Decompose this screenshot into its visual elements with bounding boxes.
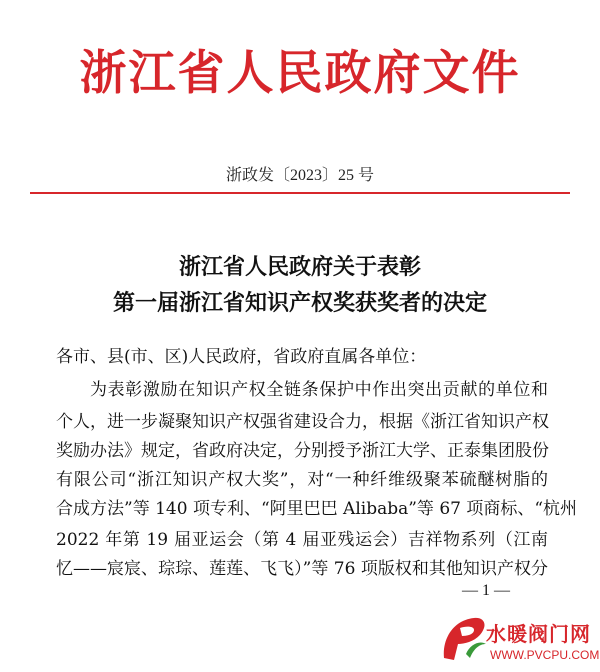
document-title-line-1: 浙江省人民政府关于表彰 xyxy=(178,254,421,280)
watermark-logo-icon xyxy=(440,614,488,666)
watermark-url: WWW.PVCPU.COM xyxy=(490,648,600,662)
body-line: 合成方法”等 140 项专利、“阿里巴巴 Alibaba”等 67 项商标、“杭州 xyxy=(56,499,578,519)
document-header: 浙江省人民政府文件 xyxy=(79,46,521,101)
body-line: 为表彰激励在知识产权全链条保护中作出突出贡献的单位和 xyxy=(90,380,548,400)
document-title-line-2: 第一届浙江省知识产权奖获奖者的决定 xyxy=(112,290,487,316)
page-number: — 1 — xyxy=(462,582,510,599)
body-line: 2022 年第 19 届亚运会（第 4 届亚残运会）吉祥物系列（江南 xyxy=(56,530,548,550)
site-watermark xyxy=(440,612,600,672)
body-line: 忆——宸宸、琮琮、莲莲、飞飞）”等 76 项版权和其他知识产权分 xyxy=(56,559,548,579)
body-line: 个人，进一步凝聚知识产权强省建设合力，根据《浙江省知识产权 xyxy=(56,412,549,432)
body-line: 奖励办法》规定，省政府决定，分别授予浙江大学、正泰集团股份 xyxy=(56,441,549,461)
document-number: 浙政发〔2023〕25 号 xyxy=(225,167,374,184)
salutation: 各市、县(市、区)人民政府，省政府直属各单位： xyxy=(56,347,427,367)
watermark-site-name: 水暖阀门网 xyxy=(486,622,591,646)
body-line: 有限公司“浙江知识产权大奖”，对“一种纤维级聚苯硫醚树脂的 xyxy=(56,470,548,490)
header-divider xyxy=(30,192,570,194)
